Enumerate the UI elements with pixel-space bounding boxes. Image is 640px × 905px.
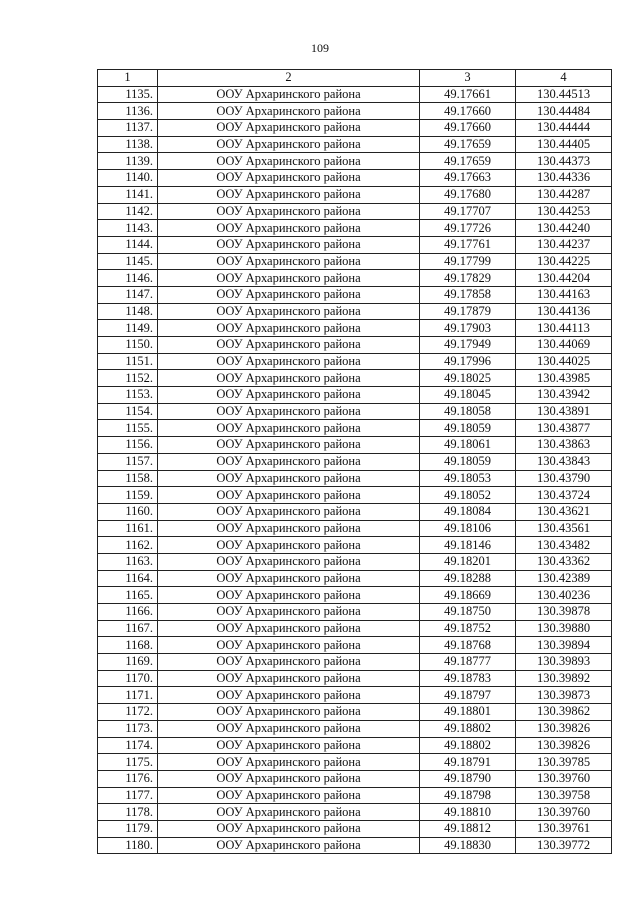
longitude-cell: 130.39761 [516, 820, 612, 837]
longitude-cell: 130.43724 [516, 487, 612, 504]
latitude-cell: 49.17663 [420, 170, 516, 187]
coordinates-table [97, 69, 612, 854]
zone-name-cell: ООУ Архаринского района [158, 203, 420, 220]
row-number-cell: 1169. [98, 654, 158, 671]
longitude-cell: 130.44405 [516, 136, 612, 153]
table-row [98, 820, 612, 837]
longitude-cell: 130.43942 [516, 387, 612, 404]
latitude-cell: 49.17858 [420, 286, 516, 303]
table-row [98, 236, 612, 253]
zone-name-cell: ООУ Архаринского района [158, 186, 420, 203]
row-number-cell: 1162. [98, 537, 158, 554]
table-row [98, 253, 612, 270]
table-row [98, 620, 612, 637]
row-number-cell: 1178. [98, 804, 158, 821]
longitude-cell: 130.39862 [516, 704, 612, 721]
longitude-cell: 130.43362 [516, 553, 612, 570]
latitude-cell: 49.17996 [420, 353, 516, 370]
row-number-cell: 1139. [98, 153, 158, 170]
longitude-cell: 130.43985 [516, 370, 612, 387]
longitude-cell: 130.44287 [516, 186, 612, 203]
row-number-cell: 1155. [98, 420, 158, 437]
row-number-cell: 1167. [98, 620, 158, 637]
longitude-cell: 130.44113 [516, 320, 612, 337]
table-row [98, 587, 612, 604]
latitude-cell: 49.17660 [420, 103, 516, 120]
latitude-cell: 49.18106 [420, 520, 516, 537]
row-number-cell: 1154. [98, 403, 158, 420]
zone-name-cell: ООУ Архаринского района [158, 837, 420, 854]
latitude-cell: 49.18768 [420, 637, 516, 654]
zone-name-cell: ООУ Архаринского района [158, 570, 420, 587]
latitude-cell: 49.18812 [420, 820, 516, 837]
latitude-cell: 49.18777 [420, 654, 516, 671]
table-row [98, 203, 612, 220]
zone-name-cell: ООУ Архаринского района [158, 353, 420, 370]
table-row [98, 86, 612, 103]
row-number-cell: 1135. [98, 86, 158, 103]
latitude-cell: 49.18059 [420, 453, 516, 470]
table-row [98, 186, 612, 203]
row-number-cell: 1136. [98, 103, 158, 120]
longitude-cell: 130.39894 [516, 637, 612, 654]
latitude-cell: 49.18052 [420, 487, 516, 504]
zone-name-cell: ООУ Архаринского района [158, 604, 420, 621]
zone-name-cell: ООУ Архаринского района [158, 403, 420, 420]
table-row [98, 754, 612, 771]
latitude-cell: 49.18058 [420, 403, 516, 420]
table-row [98, 537, 612, 554]
latitude-cell: 49.17726 [420, 220, 516, 237]
header-col-1: 1 [98, 70, 158, 87]
row-number-cell: 1173. [98, 720, 158, 737]
longitude-cell: 130.43877 [516, 420, 612, 437]
table-row [98, 770, 612, 787]
latitude-cell: 49.17680 [420, 186, 516, 203]
latitude-cell: 49.18669 [420, 587, 516, 604]
row-number-cell: 1171. [98, 687, 158, 704]
page-number: 109 [311, 41, 329, 55]
row-number-cell: 1170. [98, 670, 158, 687]
zone-name-cell: ООУ Архаринского района [158, 620, 420, 637]
zone-name-cell: ООУ Архаринского района [158, 520, 420, 537]
table-row [98, 520, 612, 537]
table-row [98, 437, 612, 454]
table-row [98, 787, 612, 804]
table-row [98, 220, 612, 237]
latitude-cell: 49.18059 [420, 420, 516, 437]
row-number-cell: 1151. [98, 353, 158, 370]
row-number-cell: 1153. [98, 387, 158, 404]
longitude-cell: 130.39772 [516, 837, 612, 854]
table-row [98, 103, 612, 120]
zone-name-cell: ООУ Архаринского района [158, 820, 420, 837]
table-row [98, 303, 612, 320]
latitude-cell: 49.18783 [420, 670, 516, 687]
header-col-3: 3 [420, 70, 516, 87]
zone-name-cell: ООУ Архаринского района [158, 103, 420, 120]
latitude-cell: 49.18146 [420, 537, 516, 554]
header-row [98, 70, 612, 87]
row-number-cell: 1146. [98, 270, 158, 287]
row-number-cell: 1156. [98, 437, 158, 454]
zone-name-cell: ООУ Архаринского района [158, 720, 420, 737]
longitude-cell: 130.39758 [516, 787, 612, 804]
longitude-cell: 130.39880 [516, 620, 612, 637]
latitude-cell: 49.17799 [420, 253, 516, 270]
latitude-cell: 49.18802 [420, 737, 516, 754]
longitude-cell: 130.44204 [516, 270, 612, 287]
latitude-cell: 49.18053 [420, 470, 516, 487]
zone-name-cell: ООУ Архаринского района [158, 453, 420, 470]
longitude-cell: 130.43621 [516, 503, 612, 520]
longitude-cell: 130.40236 [516, 587, 612, 604]
latitude-cell: 49.17879 [420, 303, 516, 320]
table-row [98, 637, 612, 654]
table-row [98, 737, 612, 754]
table-row [98, 720, 612, 737]
row-number-cell: 1161. [98, 520, 158, 537]
row-number-cell: 1150. [98, 337, 158, 354]
zone-name-cell: ООУ Архаринского района [158, 253, 420, 270]
row-number-cell: 1138. [98, 136, 158, 153]
longitude-cell: 130.44484 [516, 103, 612, 120]
zone-name-cell: ООУ Архаринского района [158, 654, 420, 671]
zone-name-cell: ООУ Архаринского района [158, 754, 420, 771]
row-number-cell: 1145. [98, 253, 158, 270]
zone-name-cell: ООУ Архаринского района [158, 587, 420, 604]
zone-name-cell: ООУ Архаринского района [158, 470, 420, 487]
table-row [98, 387, 612, 404]
longitude-cell: 130.39826 [516, 737, 612, 754]
latitude-cell: 49.18061 [420, 437, 516, 454]
row-number-cell: 1157. [98, 453, 158, 470]
row-number-cell: 1137. [98, 120, 158, 137]
row-number-cell: 1176. [98, 770, 158, 787]
table-row [98, 170, 612, 187]
table-row [98, 553, 612, 570]
table-row [98, 670, 612, 687]
table-row [98, 136, 612, 153]
zone-name-cell: ООУ Архаринского района [158, 437, 420, 454]
row-number-cell: 1158. [98, 470, 158, 487]
row-number-cell: 1140. [98, 170, 158, 187]
zone-name-cell: ООУ Архаринского района [158, 136, 420, 153]
longitude-cell: 130.42389 [516, 570, 612, 587]
row-number-cell: 1168. [98, 637, 158, 654]
zone-name-cell: ООУ Архаринского района [158, 320, 420, 337]
zone-name-cell: ООУ Архаринского района [158, 553, 420, 570]
longitude-cell: 130.39873 [516, 687, 612, 704]
longitude-cell: 130.43482 [516, 537, 612, 554]
latitude-cell: 49.18752 [420, 620, 516, 637]
row-number-cell: 1164. [98, 570, 158, 587]
latitude-cell: 49.18791 [420, 754, 516, 771]
longitude-cell: 130.44253 [516, 203, 612, 220]
zone-name-cell: ООУ Архаринского района [158, 170, 420, 187]
table-row [98, 804, 612, 821]
row-number-cell: 1144. [98, 236, 158, 253]
zone-name-cell: ООУ Архаринского района [158, 220, 420, 237]
row-number-cell: 1172. [98, 704, 158, 721]
zone-name-cell: ООУ Архаринского района [158, 86, 420, 103]
latitude-cell: 49.18025 [420, 370, 516, 387]
latitude-cell: 49.17949 [420, 337, 516, 354]
zone-name-cell: ООУ Архаринского района [158, 303, 420, 320]
table-body [98, 86, 612, 854]
zone-name-cell: ООУ Архаринского района [158, 687, 420, 704]
table-row [98, 153, 612, 170]
zone-name-cell: ООУ Архаринского района [158, 487, 420, 504]
header-col-4: 4 [516, 70, 612, 87]
longitude-cell: 130.44513 [516, 86, 612, 103]
longitude-cell: 130.44444 [516, 120, 612, 137]
zone-name-cell: ООУ Архаринского района [158, 236, 420, 253]
zone-name-cell: ООУ Архаринского района [158, 120, 420, 137]
latitude-cell: 49.17829 [420, 270, 516, 287]
table-row [98, 837, 612, 854]
latitude-cell: 49.17659 [420, 153, 516, 170]
row-number-cell: 1180. [98, 837, 158, 854]
longitude-cell: 130.39892 [516, 670, 612, 687]
latitude-cell: 49.18830 [420, 837, 516, 854]
latitude-cell: 49.18045 [420, 387, 516, 404]
table-row [98, 470, 612, 487]
longitude-cell: 130.44163 [516, 286, 612, 303]
row-number-cell: 1149. [98, 320, 158, 337]
zone-name-cell: ООУ Архаринского района [158, 503, 420, 520]
table-row [98, 487, 612, 504]
table-row [98, 420, 612, 437]
table-row [98, 370, 612, 387]
zone-name-cell: ООУ Архаринского района [158, 420, 420, 437]
zone-name-cell: ООУ Архаринского района [158, 704, 420, 721]
zone-name-cell: ООУ Архаринского района [158, 286, 420, 303]
latitude-cell: 49.18288 [420, 570, 516, 587]
longitude-cell: 130.39760 [516, 804, 612, 821]
row-number-cell: 1163. [98, 553, 158, 570]
row-number-cell: 1179. [98, 820, 158, 837]
header-col-2: 2 [158, 70, 420, 87]
zone-name-cell: ООУ Архаринского района [158, 770, 420, 787]
table-row [98, 286, 612, 303]
longitude-cell: 130.44069 [516, 337, 612, 354]
latitude-cell: 49.18798 [420, 787, 516, 804]
latitude-cell: 49.18201 [420, 553, 516, 570]
row-number-cell: 1143. [98, 220, 158, 237]
latitude-cell: 49.18084 [420, 503, 516, 520]
zone-name-cell: ООУ Архаринского района [158, 370, 420, 387]
table-row [98, 604, 612, 621]
row-number-cell: 1160. [98, 503, 158, 520]
zone-name-cell: ООУ Архаринского района [158, 387, 420, 404]
row-number-cell: 1159. [98, 487, 158, 504]
table-row [98, 403, 612, 420]
table-row [98, 570, 612, 587]
latitude-cell: 49.17661 [420, 86, 516, 103]
longitude-cell: 130.43561 [516, 520, 612, 537]
longitude-cell: 130.43790 [516, 470, 612, 487]
longitude-cell: 130.39760 [516, 770, 612, 787]
longitude-cell: 130.39893 [516, 654, 612, 671]
longitude-cell: 130.44240 [516, 220, 612, 237]
longitude-cell: 130.44336 [516, 170, 612, 187]
longitude-cell: 130.39826 [516, 720, 612, 737]
longitude-cell: 130.44225 [516, 253, 612, 270]
longitude-cell: 130.44136 [516, 303, 612, 320]
latitude-cell: 49.18790 [420, 770, 516, 787]
table-row [98, 453, 612, 470]
longitude-cell: 130.39785 [516, 754, 612, 771]
table-row [98, 704, 612, 721]
table-row [98, 687, 612, 704]
longitude-cell: 130.43843 [516, 453, 612, 470]
zone-name-cell: ООУ Архаринского района [158, 270, 420, 287]
zone-name-cell: ООУ Архаринского района [158, 804, 420, 821]
table-row [98, 270, 612, 287]
longitude-cell: 130.44237 [516, 236, 612, 253]
zone-name-cell: ООУ Архаринского района [158, 537, 420, 554]
latitude-cell: 49.18810 [420, 804, 516, 821]
latitude-cell: 49.17903 [420, 320, 516, 337]
table-header [98, 70, 612, 87]
latitude-cell: 49.17659 [420, 136, 516, 153]
table-row [98, 320, 612, 337]
zone-name-cell: ООУ Архаринского района [158, 337, 420, 354]
latitude-cell: 49.18750 [420, 604, 516, 621]
latitude-cell: 49.18801 [420, 704, 516, 721]
zone-name-cell: ООУ Архаринского района [158, 787, 420, 804]
table-row [98, 654, 612, 671]
row-number-cell: 1177. [98, 787, 158, 804]
longitude-cell: 130.39878 [516, 604, 612, 621]
table-row [98, 353, 612, 370]
table-row [98, 503, 612, 520]
latitude-cell: 49.18797 [420, 687, 516, 704]
zone-name-cell: ООУ Архаринского района [158, 670, 420, 687]
row-number-cell: 1148. [98, 303, 158, 320]
row-number-cell: 1152. [98, 370, 158, 387]
row-number-cell: 1141. [98, 186, 158, 203]
row-number-cell: 1174. [98, 737, 158, 754]
longitude-cell: 130.44373 [516, 153, 612, 170]
zone-name-cell: ООУ Архаринского района [158, 637, 420, 654]
longitude-cell: 130.44025 [516, 353, 612, 370]
table-row [98, 337, 612, 354]
longitude-cell: 130.43891 [516, 403, 612, 420]
latitude-cell: 49.17660 [420, 120, 516, 137]
row-number-cell: 1147. [98, 286, 158, 303]
row-number-cell: 1166. [98, 604, 158, 621]
table-row [98, 120, 612, 137]
longitude-cell: 130.43863 [516, 437, 612, 454]
row-number-cell: 1142. [98, 203, 158, 220]
zone-name-cell: ООУ Архаринского района [158, 153, 420, 170]
latitude-cell: 49.17761 [420, 236, 516, 253]
zone-name-cell: ООУ Архаринского района [158, 737, 420, 754]
latitude-cell: 49.18802 [420, 720, 516, 737]
row-number-cell: 1175. [98, 754, 158, 771]
latitude-cell: 49.17707 [420, 203, 516, 220]
row-number-cell: 1165. [98, 587, 158, 604]
